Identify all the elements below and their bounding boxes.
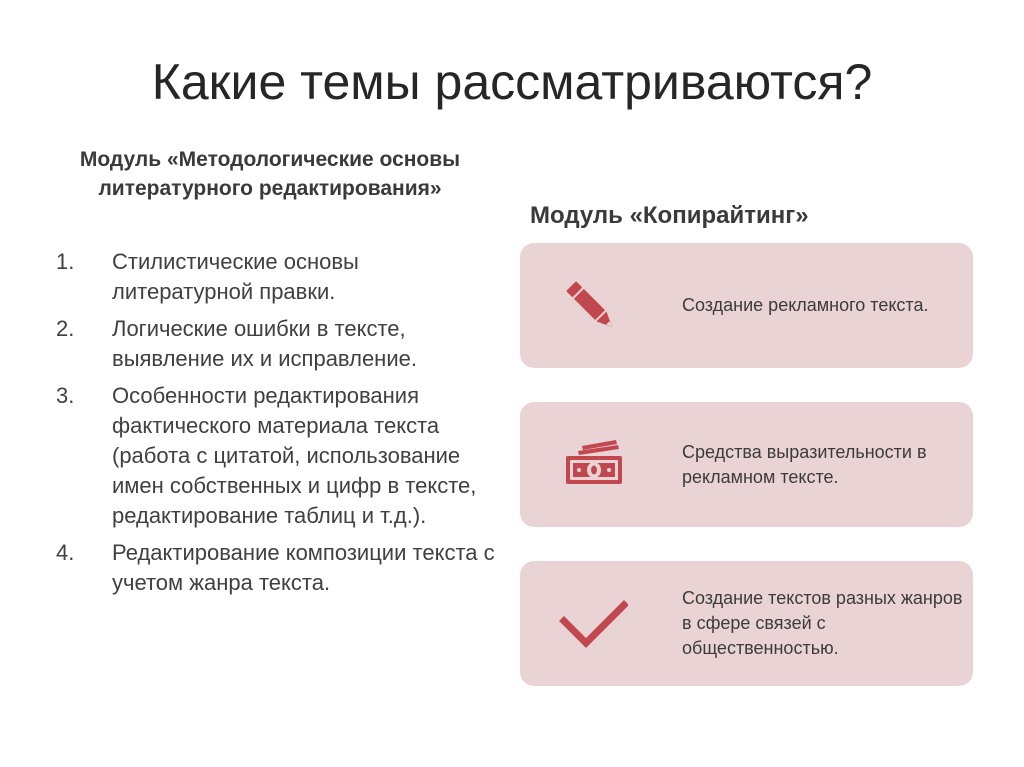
left-module-header: Модуль «Методологические основы литературного редактирования» bbox=[79, 148, 461, 200]
list-item-text: Логические ошибки в тексте, выявление их и исправление. bbox=[112, 316, 417, 371]
list-item bbox=[56, 538, 506, 598]
checkmark-icon bbox=[558, 591, 628, 661]
list-number: 1. bbox=[56, 249, 75, 274]
list-number: 2. bbox=[56, 316, 75, 341]
list-number: 3. bbox=[56, 383, 75, 408]
card-text: Создание текстов разных жанров в сфере связей с общественностью. bbox=[682, 588, 963, 658]
list-item-text: Редактирование композиции текста с учетом жанра текста. bbox=[112, 540, 495, 595]
copywriting-card-pr-genres bbox=[520, 561, 973, 686]
slide-title: Какие темы рассматриваются? bbox=[151, 54, 873, 110]
copywriting-card-ad-text bbox=[520, 243, 973, 368]
right-module-header: Модуль «Копирайтинг» bbox=[530, 202, 809, 229]
list-item-text: Стилистические основы литературной правки. bbox=[112, 249, 359, 304]
list-number: 4. bbox=[56, 540, 75, 565]
money-icon bbox=[558, 432, 628, 502]
list-item-text: Особенности редактирования фактического материала текста (работа с цитатой, использование имен собственных и цифр в тексте, редактирование таблиц и т.д.). bbox=[112, 383, 477, 528]
card-text: Средства выразительности в рекламном тексте. bbox=[682, 441, 927, 487]
pencil-icon bbox=[558, 273, 628, 343]
card-text: Создание рекламного текста. bbox=[682, 295, 929, 315]
list-item bbox=[56, 247, 506, 307]
topic-list bbox=[56, 247, 506, 605]
list-item bbox=[56, 381, 506, 531]
list-item bbox=[56, 314, 506, 374]
copywriting-card-expressive-means bbox=[520, 402, 973, 527]
